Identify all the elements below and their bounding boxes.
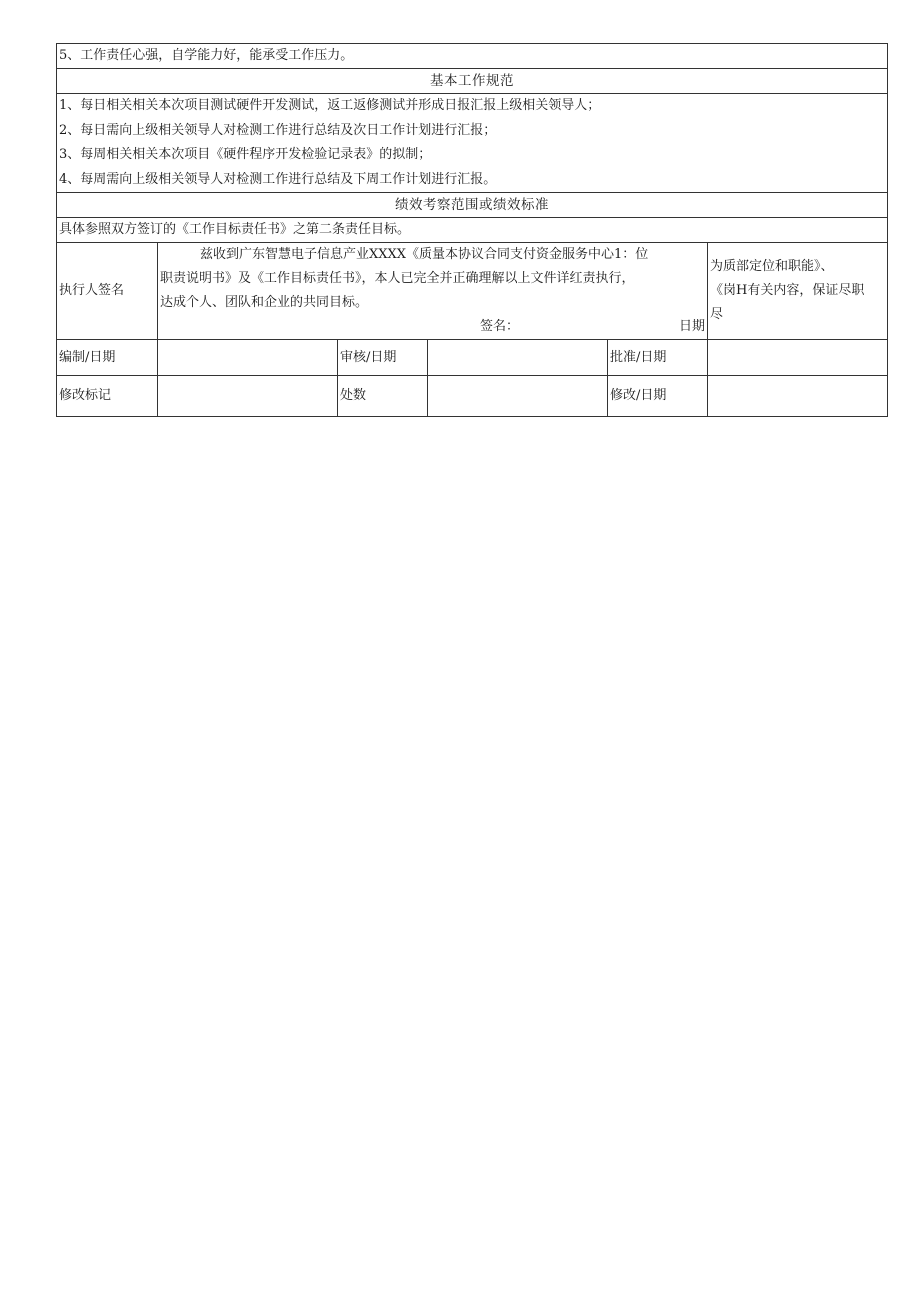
performance-header-row (57, 193, 888, 218)
approval-row (57, 340, 888, 376)
performance-text: 具体参照双方签订的《工作目标责任书》之第二条责任目标。 (57, 218, 888, 243)
work-norms-row (57, 94, 888, 193)
signature-line (160, 315, 705, 339)
reviewed-date-field[interactable] (428, 340, 608, 376)
revised-date-label: 修改/日期 (608, 376, 708, 417)
commitment-line-3: 达成个人、团队和企业的共同目标。 (160, 295, 369, 310)
executor-row (57, 243, 888, 340)
job-description-table (56, 43, 888, 417)
side-line-3: 尽 (710, 307, 724, 322)
revision-count-field[interactable] (428, 376, 608, 417)
reviewed-date-label: 审核/日期 (338, 340, 428, 376)
revision-count-label: 处数 (338, 376, 428, 417)
revision-row (57, 376, 888, 417)
compiled-date-label: 编制/日期 (57, 340, 158, 376)
commitment-line-1: 兹收到广东智慧电子信息产业XXXX《质量本协议合同支付资金服务中心1：位 (200, 247, 649, 262)
executor-label: 执行人签名 (57, 243, 158, 340)
work-norms-list (57, 94, 888, 193)
signature-label: 签名： (479, 319, 519, 334)
compiled-date-field[interactable] (158, 340, 338, 376)
side-line-2: 《岗H有关内容，保证尽职 (710, 283, 865, 298)
side-line-1: 为质部定位和职能》、 (710, 259, 834, 274)
work-norms-header-row (57, 69, 888, 94)
work-norm-item: 4、每周需向上级相关领导人对检测工作进行总结及下周工作计划进行汇报。 (59, 171, 497, 187)
date-label: 日期 (678, 319, 705, 334)
revision-mark-field[interactable] (158, 376, 338, 417)
work-norm-item: 2、每日需向上级相关领导人对检测工作进行总结及次日工作计划进行汇报； (59, 122, 497, 138)
revised-date-field[interactable] (708, 376, 888, 417)
requirement-row (57, 44, 888, 69)
approved-date-field[interactable] (708, 340, 888, 376)
approved-date-label: 批准/日期 (608, 340, 708, 376)
performance-text-row (57, 218, 888, 243)
commitment-statement (158, 243, 708, 340)
requirement-item-5: 5、工作责任心强，自学能力好，能承受工作压力。 (57, 44, 888, 69)
work-norms-title: 基本工作规范 (57, 69, 888, 94)
commitment-side-text (708, 243, 888, 340)
revision-mark-label: 修改标记 (57, 376, 158, 417)
work-norm-item: 1、每日相关相关本次项目测试硬件开发测试，返工返修测试并形成日报汇报上级相关领导人； (59, 98, 601, 113)
work-norm-item: 3、每周相关相关本次项目《硬件程序开发检验记录表》的拟制； (59, 147, 432, 162)
commitment-line-2: 职责说明书》及《工作目标责任书》，本人已完全并正确理解以上文件详红责执行， (160, 271, 635, 286)
performance-title: 绩效考察范围或绩效标准 (57, 193, 888, 218)
